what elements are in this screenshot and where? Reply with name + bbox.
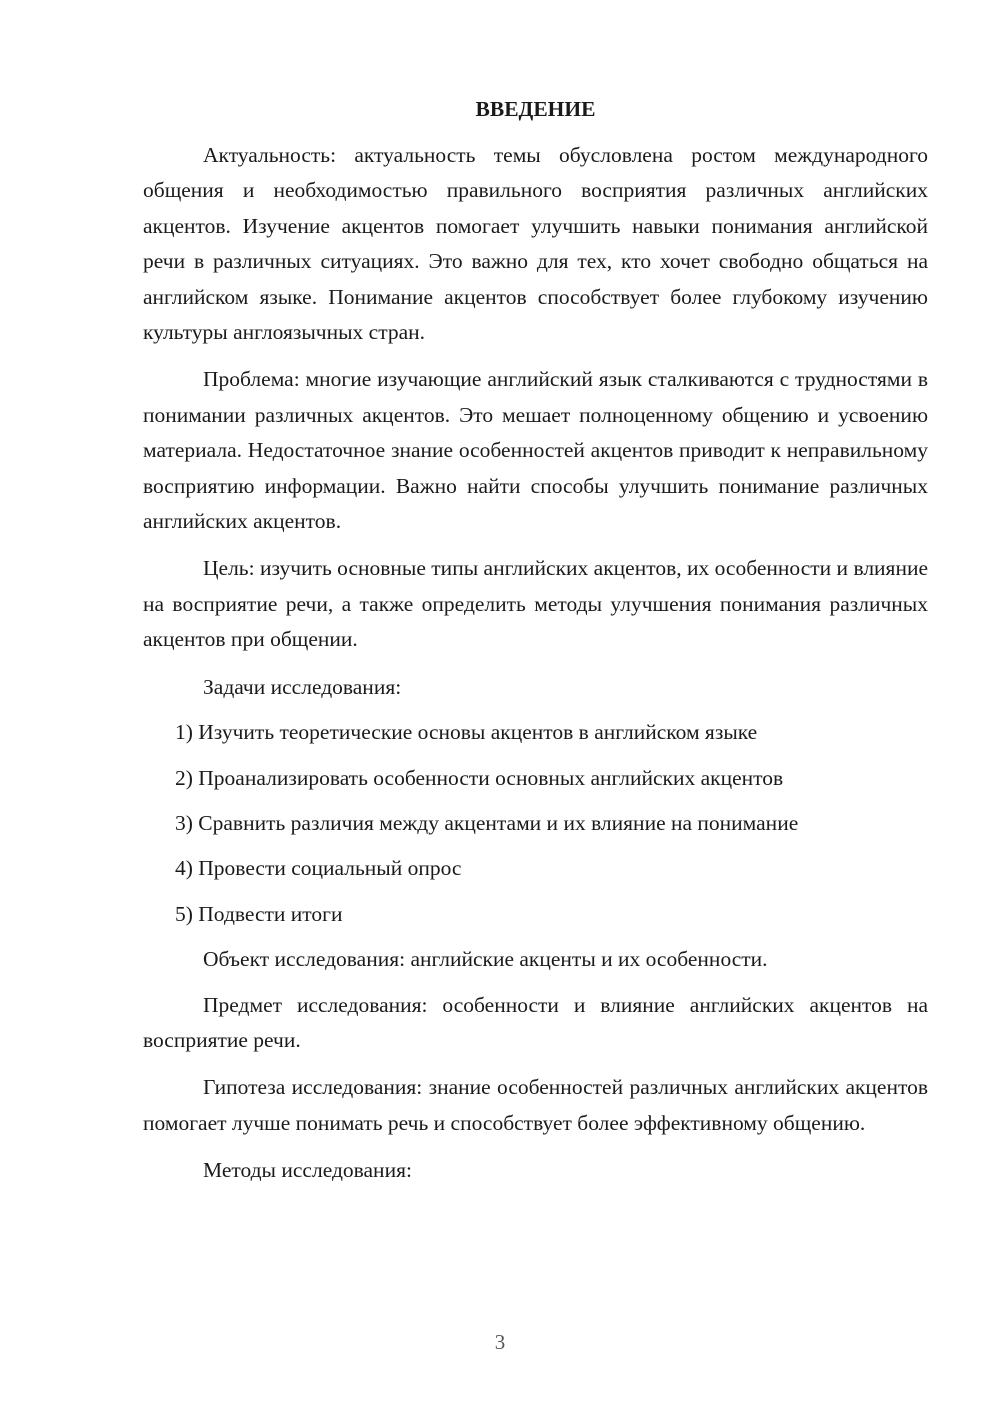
object-paragraph: Объект исследования: английские акценты и их особенности. (203, 947, 768, 972)
section-title: ВВЕДЕНИЕ (475, 97, 596, 121)
problem-paragraph: Проблема: многие изучающие английский язык сталкиваются с трудностями в понимании различных акцентов. Это мешает полноценному общению и усвоению материала. Недостаточное знание особенностей акцентов приводит к неправильному восприятию информации. Важно найти способы улучшить понимание различных английских акцентов. (143, 367, 928, 534)
tasks-list (143, 715, 928, 932)
methods-label: Методы исследования: (203, 1158, 412, 1183)
goal-paragraph: Цель: изучить основные типы английских акцентов, их особенности и влияние на восприятие речи, а также определить методы улучшения понимания различных акцентов при общении. (143, 556, 928, 652)
task-item: 2) Проанализировать особенности основных английских акцентов (175, 765, 784, 790)
page-number: 3 (494, 1330, 506, 1354)
task-item: 4) Провести социальный опрос (175, 856, 462, 881)
relevance-paragraph: Актуальность: актуальность темы обусловлена ростом международного общения и необходимостью правильного восприятия различных английских акцентов. Изучение акцентов помогает улучшить навыки понимания английской речи в различных ситуациях. Это важно для тех, кто хочет свободно общаться на английском языке. Понимание акцентов способствует более глубокому изучению культуры англоязычных стран. (143, 143, 928, 345)
task-item: 5) Подвести итоги (175, 901, 343, 926)
tasks-label: Задачи исследования: (203, 674, 402, 699)
task-item: 1) Изучить теоретические основы акцентов в английском языке (175, 720, 758, 745)
document-page (143, 92, 928, 1199)
hypothesis-paragraph: Гипотеза исследования: знание особенностей различных английских акцентов помогает лучше понимать речь и способствует более эффективному общению. (143, 1075, 928, 1135)
subject-paragraph: Предмет исследования: особенности и влияние английских акцентов на восприятие речи. (143, 992, 928, 1052)
task-item: 3) Сравнить различия между акцентами и их влияние на понимание (175, 810, 799, 835)
